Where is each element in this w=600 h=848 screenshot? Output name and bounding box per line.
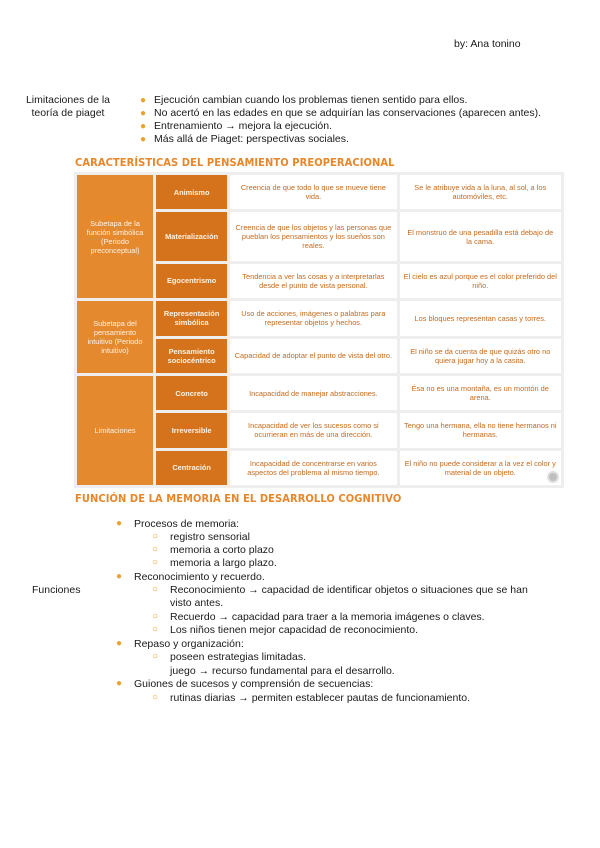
table-row	[77, 301, 561, 335]
example-cell: Los bloques representan casas y torres.	[400, 301, 562, 335]
example-cell: El niño no puede considerar a la vez el color y material de un objeto.	[400, 451, 562, 485]
bullet-icon: ●	[116, 638, 123, 649]
list-item: Los niños tienen mejor capacidad de reconocimiento.	[170, 624, 419, 636]
list-item-continuation: visto antes.	[170, 597, 224, 609]
example-cell: Tengo una hermana, ella no tiene hermanos ni hermanas.	[400, 413, 562, 447]
list-item: memoria a corto plazo	[170, 544, 274, 556]
circle-bullet-icon: ○	[152, 651, 159, 662]
list-item: Repaso y organización:	[134, 638, 244, 650]
table-row	[77, 376, 561, 410]
feature-cell: Centración	[156, 451, 227, 485]
circle-icon	[547, 471, 559, 483]
list-item: rutinas diarias → permiten establecer pautas de funcionamiento.	[170, 692, 470, 704]
list-item: Recuerdo → capacidad para traer a la memoria imágenes o claves.	[170, 611, 485, 623]
table-row	[77, 175, 561, 209]
description-cell: Uso de acciones, imágenes o palabras para representar objetos y hechos.	[230, 301, 396, 335]
list-item: ● Entrenamiento → mejora la ejecución.	[140, 120, 333, 132]
circle-bullet-icon: ○	[152, 611, 159, 622]
feature-cell: Concreto	[156, 376, 227, 410]
bullet-icon: ●	[140, 121, 147, 132]
feature-cell: Materialización	[156, 212, 227, 260]
stage-cell-limitaciones: Limitaciones	[77, 376, 153, 485]
stage-cell-intuitivo: Subetapa del pensamiento intuitivo (Periodo intuitivo)	[77, 301, 153, 373]
list-item: Procesos de memoria:	[134, 518, 240, 530]
list-item: memoria a largo plazo.	[170, 557, 277, 569]
bullet-icon: ●	[116, 678, 123, 689]
list-item: Guiones de sucesos y comprensión de secuencias:	[134, 678, 374, 690]
description-cell: Creencia de que todo lo que se mueve tiene vida.	[230, 175, 396, 209]
circle-bullet-icon: ○	[152, 624, 159, 635]
description-cell: Creencia de que los objetos y las personas que pueblan los pensamientos y los sueños son reales.	[230, 212, 396, 260]
feature-cell: Animismo	[156, 175, 227, 209]
funciones-label: Funciones	[32, 584, 81, 596]
characteristics-table	[74, 172, 564, 488]
list-item: Reconocimiento y recuerdo.	[134, 571, 265, 583]
characteristics-table-image	[74, 172, 564, 488]
section-heading-memoria: FUNCIÓN DE LA MEMORIA EN EL DESARROLLO COGNITIVO	[75, 492, 402, 505]
feature-cell: Representación simbólica	[156, 301, 227, 335]
example-cell: El niño se da cuenta de que quizás otro no quiera jugar hoy a la casita.	[400, 339, 562, 373]
circle-bullet-icon: ○	[152, 692, 159, 703]
list-item: registro sensorial	[170, 531, 250, 543]
author-credit: by: Ana tonino	[454, 38, 521, 50]
list-item: ● No acertó en las edades en que se adquirían las conservaciones (aparecen antes).	[140, 107, 541, 119]
circle-bullet-icon: ○	[152, 531, 159, 542]
feature-cell: Egocentrismo	[156, 264, 227, 298]
example-cell: El monstruo de una pesadilla está debajo de la cama.	[400, 212, 562, 260]
bullet-icon: ●	[116, 571, 123, 582]
list-item: Reconocimiento → capacidad de identificar objetos o situaciones que se han	[170, 584, 528, 596]
list-item: poseen estrategias limitadas.	[170, 651, 306, 663]
section-heading-preoperacional: CARACTERÍSTICAS DEL PENSAMIENTO PREOPERACIONAL	[75, 156, 395, 169]
circle-bullet-icon: ○	[152, 584, 159, 595]
description-cell: Incapacidad de ver los sucesos como si ocurrieran en más de una dirección.	[230, 413, 396, 447]
example-cell: Ésa no es una montaña, es un montón de arena.	[400, 376, 562, 410]
bullet-icon: ●	[140, 95, 147, 106]
list-item: ● Más allá de Piaget: perspectivas sociales.	[140, 133, 349, 145]
feature-cell: Irreversible	[156, 413, 227, 447]
stage-cell-simbolica: Subetapa de la función simbólica (Periodo preconceptual)	[77, 175, 153, 298]
limitations-label: Limitaciones de la teoría de piaget	[25, 94, 111, 119]
list-item: ● Ejecución cambian cuando los problemas tienen sentido para ellos.	[140, 94, 468, 106]
description-cell: Incapacidad de manejar abstracciones.	[230, 376, 396, 410]
circle-bullet-icon: ○	[152, 557, 159, 568]
bullet-icon: ●	[140, 134, 147, 145]
circle-bullet-icon: ○	[152, 544, 159, 555]
description-cell: Incapacidad de concentrarse en varios aspectos del problema al mismo tiempo.	[230, 451, 396, 485]
bullet-icon: ●	[116, 518, 123, 529]
limitations-list	[138, 94, 588, 146]
description-cell: Capacidad de adoptar el punto de vista del otro.	[230, 339, 396, 373]
feature-cell: Pensamiento sociocéntrico	[156, 339, 227, 373]
bullet-icon: ●	[140, 108, 147, 119]
example-cell: Se le atribuye vida a la luna, al sol, a los automóviles, etc.	[400, 175, 562, 209]
description-cell: Tendencia a ver las cosas y a interpretarlas desde el punto de vista personal.	[230, 264, 396, 298]
example-cell: El cielo es azul porque es el color preferido del niño.	[400, 264, 562, 298]
list-item: juego → recurso fundamental para el desarrollo.	[170, 665, 395, 677]
